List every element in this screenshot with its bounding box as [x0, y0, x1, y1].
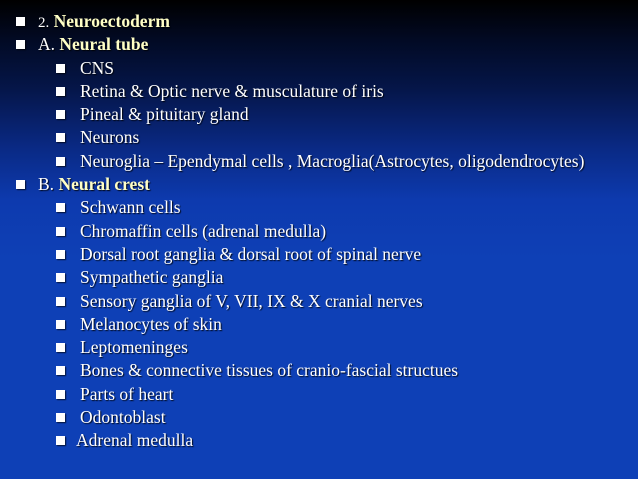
square-bullet-icon — [56, 436, 65, 445]
square-bullet-icon — [56, 320, 65, 329]
list-item-text: Pineal & pituitary gland — [80, 104, 249, 125]
list-item — [0, 103, 638, 126]
square-bullet-icon — [56, 227, 65, 236]
list-item-text: Parts of heart — [80, 383, 174, 404]
list-item — [0, 57, 638, 80]
square-bullet-icon — [56, 297, 65, 306]
list-item-text: CNS — [80, 57, 115, 78]
list-item — [0, 266, 638, 289]
list-item-text: Adrenal medulla — [76, 430, 194, 451]
list-item — [0, 80, 638, 103]
square-bullet-icon — [56, 203, 65, 212]
heading-prefix: A. — [38, 34, 56, 55]
list-item-text: Neuroglia – Ependymal cells , Macroglia(Astrocytes, oligodendrocytes) — [80, 150, 585, 171]
slide-content — [0, 10, 638, 453]
list-item — [0, 359, 638, 382]
square-bullet-icon — [56, 413, 65, 422]
list-item-text: Neurons — [80, 127, 140, 148]
list-item-text: Leptomeninges — [80, 337, 188, 358]
square-bullet-icon — [16, 40, 25, 49]
heading-prefix: B. — [38, 174, 55, 195]
heading-neural-tube — [0, 33, 638, 56]
square-bullet-icon — [56, 133, 65, 142]
list-item-text: Melanocytes of skin — [80, 313, 222, 334]
list-item-text: Sympathetic ganglia — [80, 267, 224, 288]
square-bullet-icon — [56, 390, 65, 399]
heading-prefix: 2. — [38, 15, 50, 31]
square-bullet-icon — [56, 87, 65, 96]
square-bullet-icon — [56, 157, 65, 166]
square-bullet-icon — [56, 110, 65, 119]
list-item — [0, 290, 638, 313]
list-item-text: Schwann cells — [80, 197, 181, 218]
heading-title: Neural tube — [59, 34, 149, 55]
list-item-text: Dorsal root ganglia & dorsal root of spinal nerve — [80, 243, 422, 264]
list-item-text: Odontoblast — [80, 407, 166, 428]
heading-title: Neural crest — [58, 174, 150, 195]
list-item-text: Bones & connective tissues of cranio-fascial structues — [80, 360, 459, 381]
list-item-text: Retina & Optic nerve & musculature of iris — [80, 80, 384, 101]
square-bullet-icon — [56, 366, 65, 375]
list-item — [0, 243, 638, 266]
square-bullet-icon — [56, 273, 65, 282]
list-item — [0, 196, 638, 219]
list-item — [0, 383, 638, 406]
square-bullet-icon — [56, 64, 65, 73]
heading-neural-crest — [0, 173, 638, 196]
list-item-text: Chromaffin cells (adrenal medulla) — [80, 220, 327, 241]
square-bullet-icon — [16, 180, 25, 189]
list-item — [0, 220, 638, 243]
square-bullet-icon — [56, 250, 65, 259]
heading-neuroectoderm — [0, 10, 638, 33]
square-bullet-icon — [56, 343, 65, 352]
list-item — [0, 126, 638, 149]
square-bullet-icon — [16, 17, 25, 26]
list-item — [0, 406, 638, 429]
list-item — [0, 429, 638, 452]
list-item — [0, 336, 638, 359]
heading-title: Neuroectoderm — [53, 11, 170, 31]
list-item-text: Sensory ganglia of V, VII, IX & X cranial nerves — [80, 290, 423, 311]
list-item — [0, 150, 638, 173]
list-item — [0, 313, 638, 336]
